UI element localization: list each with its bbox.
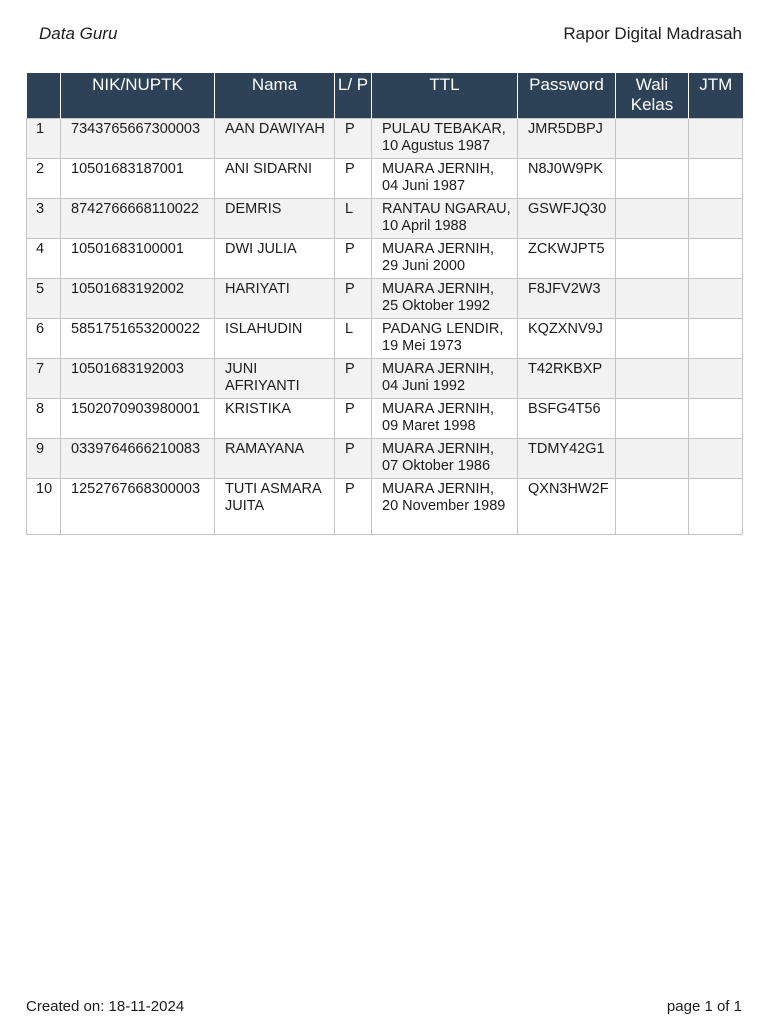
cell-nik: 10501683192002 bbox=[61, 279, 215, 319]
cell-nik: 1252767668300003 bbox=[61, 479, 215, 535]
header-lp: L/ P bbox=[335, 73, 372, 119]
table-row bbox=[27, 439, 743, 479]
cell-nik: 8742766668110022 bbox=[61, 199, 215, 239]
table-row bbox=[27, 279, 743, 319]
cell-password: T42RKBXP bbox=[518, 359, 616, 399]
cell-ttl: RANTAU NGARAU, 10 April 1988 bbox=[372, 199, 518, 239]
cell-nik: 0339764666210083 bbox=[61, 439, 215, 479]
cell-nik: 10501683192003 bbox=[61, 359, 215, 399]
cell-password: KQZXNV9J bbox=[518, 319, 616, 359]
cell-nama: RAMAYANA bbox=[215, 439, 335, 479]
created-date: Created on: 18-11-2024 bbox=[26, 998, 185, 1015]
cell-wali-kelas bbox=[616, 319, 689, 359]
document-title: Data Guru bbox=[39, 24, 118, 43]
cell-jtm bbox=[689, 439, 743, 479]
cell-nama: AAN DAWIYAH bbox=[215, 119, 335, 159]
cell-lp: P bbox=[335, 479, 372, 535]
cell-ttl: MUARA JERNIH, 07 Oktober 1986 bbox=[372, 439, 518, 479]
table-row bbox=[27, 479, 743, 535]
header-nik: NIK/NUPTK bbox=[61, 73, 215, 119]
cell-nama: ANI SIDARNI bbox=[215, 159, 335, 199]
app-title: Rapor Digital Madrasah bbox=[563, 24, 742, 43]
cell-ttl: MUARA JERNIH, 09 Maret 1998 bbox=[372, 399, 518, 439]
cell-ttl: MUARA JERNIH, 04 Juni 1992 bbox=[372, 359, 518, 399]
cell-no: 8 bbox=[27, 399, 61, 439]
cell-nama: KRISTIKA bbox=[215, 399, 335, 439]
cell-password: JMR5DBPJ bbox=[518, 119, 616, 159]
header-nama: Nama bbox=[215, 73, 335, 119]
cell-lp: P bbox=[335, 399, 372, 439]
header-wali-kelas: Wali Kelas bbox=[616, 73, 689, 119]
cell-no: 10 bbox=[27, 479, 61, 535]
cell-ttl: PULAU TEBAKAR, 10 Agustus 1987 bbox=[372, 119, 518, 159]
cell-password: QXN3HW2F bbox=[518, 479, 616, 535]
cell-jtm bbox=[689, 359, 743, 399]
cell-wali-kelas bbox=[616, 239, 689, 279]
cell-jtm bbox=[689, 399, 743, 439]
cell-password: GSWFJQ30 bbox=[518, 199, 616, 239]
cell-jtm bbox=[689, 199, 743, 239]
cell-no: 6 bbox=[27, 319, 61, 359]
cell-nama: DWI JULIA bbox=[215, 239, 335, 279]
cell-jtm bbox=[689, 279, 743, 319]
table-header-row bbox=[27, 73, 743, 119]
cell-jtm bbox=[689, 479, 743, 535]
cell-nama: JUNI AFRIYANTI bbox=[215, 359, 335, 399]
cell-nik: 10501683187001 bbox=[61, 159, 215, 199]
table-row bbox=[27, 199, 743, 239]
cell-no: 2 bbox=[27, 159, 61, 199]
cell-nama: HARIYATI bbox=[215, 279, 335, 319]
cell-lp: P bbox=[335, 159, 372, 199]
cell-wali-kelas bbox=[616, 119, 689, 159]
cell-lp: L bbox=[335, 319, 372, 359]
cell-wali-kelas bbox=[616, 479, 689, 535]
cell-no: 7 bbox=[27, 359, 61, 399]
cell-no: 1 bbox=[27, 119, 61, 159]
cell-lp: P bbox=[335, 239, 372, 279]
cell-password: F8JFV2W3 bbox=[518, 279, 616, 319]
cell-jtm bbox=[689, 319, 743, 359]
cell-nik: 5851751653200022 bbox=[61, 319, 215, 359]
table-row bbox=[27, 119, 743, 159]
table-row bbox=[27, 399, 743, 439]
cell-nik: 10501683100001 bbox=[61, 239, 215, 279]
cell-nik: 1502070903980001 bbox=[61, 399, 215, 439]
cell-ttl: MUARA JERNIH, 29 Juni 2000 bbox=[372, 239, 518, 279]
header-no bbox=[27, 73, 61, 119]
table-row bbox=[27, 359, 743, 399]
cell-nama: ISLAHUDIN bbox=[215, 319, 335, 359]
header-jtm: JTM bbox=[689, 73, 743, 119]
cell-wali-kelas bbox=[616, 279, 689, 319]
cell-jtm bbox=[689, 239, 743, 279]
cell-lp: P bbox=[335, 279, 372, 319]
cell-wali-kelas bbox=[616, 199, 689, 239]
cell-lp: L bbox=[335, 199, 372, 239]
cell-ttl: MUARA JERNIH, 04 Juni 1987 bbox=[372, 159, 518, 199]
cell-jtm bbox=[689, 119, 743, 159]
cell-password: ZCKWJPT5 bbox=[518, 239, 616, 279]
cell-password: N8J0W9PK bbox=[518, 159, 616, 199]
header-ttl: TTL bbox=[372, 73, 518, 119]
cell-wali-kelas bbox=[616, 359, 689, 399]
cell-ttl: MUARA JERNIH, 20 November 1989 bbox=[372, 479, 518, 535]
cell-nik: 7343765667300003 bbox=[61, 119, 215, 159]
page-indicator: page 1 of 1 bbox=[666, 998, 742, 1015]
cell-no: 3 bbox=[27, 199, 61, 239]
header-password: Password bbox=[518, 73, 616, 119]
cell-no: 5 bbox=[27, 279, 61, 319]
cell-lp: P bbox=[335, 119, 372, 159]
table-row bbox=[27, 319, 743, 359]
table-body bbox=[27, 119, 743, 535]
cell-lp: P bbox=[335, 359, 372, 399]
table-row bbox=[27, 159, 743, 199]
teacher-table bbox=[26, 73, 743, 535]
cell-nama: TUTI ASMARA JUITA bbox=[215, 479, 335, 535]
cell-wali-kelas bbox=[616, 439, 689, 479]
cell-ttl: MUARA JERNIH, 25 Oktober 1992 bbox=[372, 279, 518, 319]
cell-wali-kelas bbox=[616, 159, 689, 199]
cell-lp: P bbox=[335, 439, 372, 479]
cell-wali-kelas bbox=[616, 399, 689, 439]
cell-nama: DEMRIS bbox=[215, 199, 335, 239]
cell-ttl: PADANG LENDIR, 19 Mei 1973 bbox=[372, 319, 518, 359]
cell-password: TDMY42G1 bbox=[518, 439, 616, 479]
cell-no: 9 bbox=[27, 439, 61, 479]
table-row bbox=[27, 239, 743, 279]
cell-jtm bbox=[689, 159, 743, 199]
cell-password: BSFG4T56 bbox=[518, 399, 616, 439]
cell-no: 4 bbox=[27, 239, 61, 279]
